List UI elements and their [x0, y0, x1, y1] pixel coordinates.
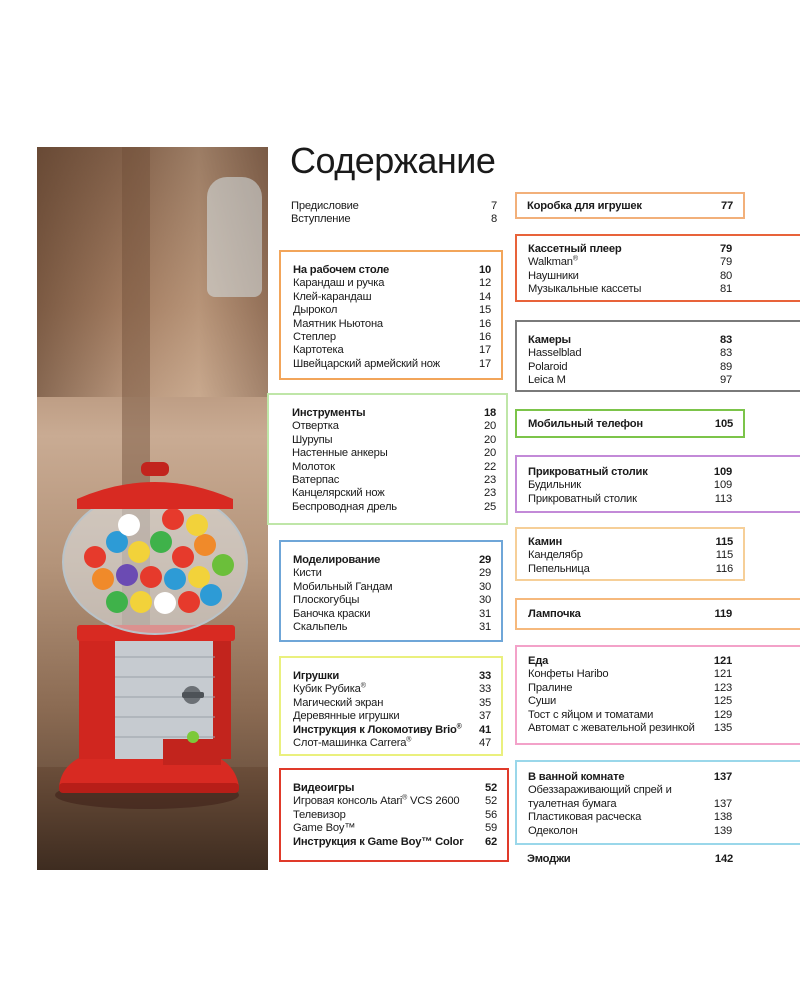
toc-entry[interactable]: Канцелярский нож 23 — [292, 487, 496, 500]
section-heading[interactable]: Моделирование 29 — [293, 554, 491, 566]
toc-entry[interactable]: Будильник 109 — [528, 479, 732, 492]
toc-entry[interactable]: Телевизор 56 — [293, 808, 497, 821]
section-heading[interactable]: На рабочем столе 10 — [293, 264, 491, 276]
toc-entry[interactable]: туалетная бумага 137 — [528, 797, 732, 810]
section-lamp — [515, 598, 800, 630]
toc-entry[interactable]: Швейцарский армейский нож 17 — [293, 357, 491, 370]
toc-entry[interactable]: Музыкальные кассеты 81 — [528, 283, 732, 296]
toc-entry[interactable]: Обеззараживающий спрей и — [528, 784, 672, 797]
toc-entry[interactable]: Настенные анкеры 20 — [292, 447, 496, 460]
section-emoji — [527, 853, 733, 866]
toc-entry[interactable]: Баночка краски 31 — [293, 607, 491, 620]
toc-entry[interactable]: Hasselblad 83 — [528, 347, 732, 360]
toc-entry-preface[interactable]: Предисловие 7 — [291, 200, 497, 212]
toc-entry[interactable]: Картотека 17 — [293, 344, 491, 357]
toc-entry[interactable]: Наушники 80 — [528, 269, 732, 282]
toc-entry[interactable]: Молоток 22 — [292, 460, 496, 473]
section-fireplace — [515, 527, 745, 581]
section-heading[interactable]: Видеоигры 52 — [293, 782, 497, 794]
section-heading[interactable]: Эмоджи 142 — [527, 853, 733, 865]
section-videogames — [279, 768, 509, 862]
section-heading[interactable]: Камин 115 — [528, 536, 733, 548]
toc-entry[interactable]: Шурупы 20 — [292, 433, 496, 446]
toc-entry[interactable]: Игровая консоль Atari® VCS 2600 52 — [293, 794, 497, 808]
section-heading[interactable]: Мобильный телефон 105 — [528, 418, 733, 430]
section-heading[interactable]: Лампочка 119 — [528, 608, 732, 620]
toc-entry[interactable]: Отвертка 20 — [292, 420, 496, 433]
toc-entry[interactable]: Кубик Рубика® 33 — [293, 682, 491, 696]
toc-entry-introduction[interactable]: Вступление 8 — [291, 213, 497, 226]
toc-entry[interactable]: Пластиковая расческа 138 — [528, 811, 732, 824]
toc-entry[interactable]: Пралине 123 — [528, 681, 732, 694]
section-toybox — [515, 192, 745, 219]
toc-entry[interactable]: Кисти 29 — [293, 567, 491, 580]
section-nightstand — [515, 455, 800, 513]
toc-entry[interactable]: Одеколон 139 — [528, 824, 732, 837]
section-modeling — [279, 540, 503, 642]
toc-entry[interactable]: Конфеты Haribo 121 — [528, 668, 732, 681]
toc-entry[interactable]: Маятник Ньютона 16 — [293, 317, 491, 330]
toc-entry[interactable]: Деревянные игрушки 37 — [293, 710, 491, 723]
toc-entry[interactable]: Скальпель 31 — [293, 621, 491, 634]
toc-entry[interactable]: Ватерпас 23 — [292, 474, 496, 487]
section-heading[interactable]: Кассетный плеер 79 — [528, 243, 732, 255]
toc-entry[interactable]: Дырокол 15 — [293, 304, 491, 317]
gumball-machine-photo — [37, 147, 268, 870]
section-toys — [279, 656, 503, 756]
section-bathroom — [515, 760, 800, 845]
toc-entry[interactable]: Степлер 16 — [293, 331, 491, 344]
section-mobile-phone — [515, 409, 745, 438]
section-food — [515, 645, 800, 745]
section-heading[interactable]: Инструменты 18 — [292, 407, 496, 419]
section-heading[interactable]: Коробка для игрушек 77 — [527, 200, 733, 212]
section-heading[interactable]: В ванной комнате 137 — [528, 771, 732, 783]
toc-entry[interactable]: Пепельница 116 — [528, 562, 733, 575]
toc-entry[interactable]: Мобильный Гандам 30 — [293, 580, 491, 593]
page-title: Содержание — [290, 140, 496, 181]
toc-entry[interactable]: Беспроводная дрель 25 — [292, 500, 496, 513]
toc-entry[interactable]: Leica M 97 — [528, 374, 732, 387]
toc-entry[interactable]: Walkman® 79 — [528, 255, 732, 269]
gumball-machine-illustration — [37, 147, 268, 870]
toc-entry[interactable]: Канделябр 115 — [528, 549, 733, 562]
toc-entry-instructions[interactable]: Инструкция к Game Boy™ Color 62 — [293, 835, 497, 848]
toc-entry[interactable]: Магический экран 35 — [293, 696, 491, 709]
toc-entry[interactable]: Тост с яйцом и томатами 129 — [528, 708, 732, 721]
section-cassette-player — [515, 234, 800, 302]
section-cameras — [515, 320, 800, 392]
toc-entry[interactable]: Слот-машинка Carrera® 47 — [293, 736, 491, 750]
toc-entry[interactable]: Polaroid 89 — [528, 360, 732, 373]
toc-entry[interactable]: Game Boy™ 59 — [293, 822, 497, 835]
toc-entry[interactable]: Автомат с жевательной резинкой 135 — [528, 722, 732, 735]
section-heading[interactable]: Прикроватный столик 109 — [528, 466, 732, 478]
toc-entry[interactable]: Карандаш и ручка 12 — [293, 277, 491, 290]
toc-entry-instructions[interactable]: Инструкция к Локомотиву Brio® 41 — [293, 722, 491, 736]
intro-section — [291, 200, 497, 227]
section-heading[interactable]: Камеры 83 — [528, 334, 732, 346]
section-desk — [279, 250, 503, 380]
toc-entry[interactable]: Плоскогубцы 30 — [293, 594, 491, 607]
section-heading[interactable]: Еда 121 — [528, 655, 732, 667]
section-tools — [267, 393, 508, 525]
toc-entry[interactable]: Прикроватный столик 113 — [528, 492, 732, 505]
toc-entry[interactable]: Клей-карандаш 14 — [293, 290, 491, 303]
toc-entry[interactable]: Суши 125 — [528, 695, 732, 708]
section-heading[interactable]: Игрушки 33 — [293, 670, 491, 682]
